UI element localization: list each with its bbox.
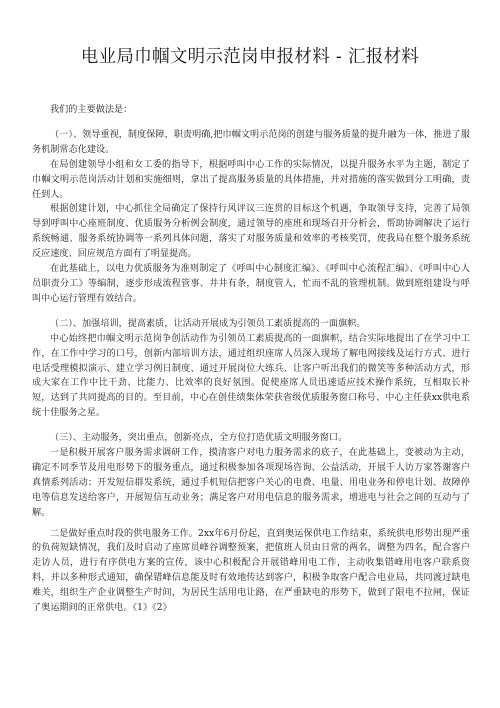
section-3-paragraph-1: 一是积极开展客户服务需求调研工作，摸清客户对电力服务需求的底子，在此基础上，变被动为主动，确定不同季节及用电形势下的服务重点，通过积极参加各项现场咨询、公益活动，开展千人访万家答谢客户真情系列活动；开发短信群发系统，通过手机短信把客户关心的电费、电量、用电业务和停电计划、故障停电等信息发送给客户，开展短信互动业务；满足客户对用电信息的服务需求，增进电与社会之间的互动与了解。 bbox=[32, 448, 470, 518]
section-1-paragraph-2: 根据创建计划，中心抓住全局确定了保持行风评议三连贯的目标这个机遇，争取领导支持，完善了局领导到呼叫中心座班制度、优质服务分析例会制度，通过领导的座班和现场召开分析会，帮助协调解决了运行系统畅通、服务系统协调等一系列具体问题，落实了对服务质量和效率的考核奖罚，使我局在整个服务系统反应速度、回应规范方面有了明显提高。 bbox=[32, 204, 470, 260]
intro-paragraph: 我们的主要做法是： bbox=[50, 105, 133, 115]
document-body bbox=[32, 103, 470, 616]
document-title: 电业局巾帼文明示范岗申报材料 - 汇报材料 bbox=[80, 47, 420, 67]
section-1-heading: （一）、领导重视，制度保障，职责明确,把巾帼文明示范岗的创建与服务质量的提升融为一体，推进了服务机制常态化建设。 bbox=[32, 129, 470, 155]
section-2-heading: （二）、加强培训，提高素质，让活动开展成为引领员工素质提高的一面旗帜。 bbox=[50, 318, 366, 329]
section-1-paragraph-3: 在此基础上，以电力优质服务为准则制定了《呼叫中心制度汇编》、《呼叫中心流程汇编》、《呼叫中心人员职责分工》等编制，逐步形成流程管事、井井有条，制度管人，忙而不乱的管理机制。做到班组建设与呼叫中心运行管理有效结合。 bbox=[32, 264, 470, 304]
section-2-paragraph-1: 中心始终把巾帼文明示范岗争创活动作为引领员工素质提高的一面旗帜，结合实际地提出了在学习中工作，在工作中学习的口号，创新内部培训方法，通过组织座席人员深入现场了解电网接线及运行方式、进行电话受理模拟演示、建立学习例日制度、通过开展岗位大练兵、让客户听出我们的微笑等多种活动方式，形成大家在工作中比干劲、比能力、比效率的良好氛围。促使座席人员迅速适应技术操作系统，互相取长补短，达到了共同提高的目的。至目前，中心在创佳绩集体荣获省级优质服务窗口称号、中心主任获xx供电系统十佳服务之星。 bbox=[32, 333, 470, 419]
section-3-paragraph-2: 二是做好重点时段的供电服务工作。2xx年6月份起，直到奥运保供电工作结束，系统供电形势出现严重的负荷短缺情况，我们及时启动了座席员峰谷调整预案，把值班人员由日常的两名，调整为四名，配合客户走访人员，进行有序供电方案的宣传，该中心积极配合开展错峰用电工作，主动收集错峰用电客户联系资料，并以多种形式通知，确保错峰信息能及时有效地传达到客户，积极争取客户配合电业局，共同渡过缺电难关，组织生产企业调整生产时间，为居民生活用电让路，在严重缺电的形势下，做到了限电不拉闸，保证了奥运期间的正常供电。《1》《2》 bbox=[32, 528, 470, 614]
section-1-paragraph-1: 在局创建领导小组和女工委的指导下，根据呼叫中心工作的实际情况，以提升服务水平为主题，制定了巾帼文明示范岗活动计划和实施细则，拿出了提高服务质量的具体措施，并对措施的落实做到分工明确，责任到人。 bbox=[32, 159, 470, 200]
section-3-heading: （三）、主动服务，突出重点，创新亮点，全方位打造优质文明服务窗口。 bbox=[50, 433, 348, 444]
